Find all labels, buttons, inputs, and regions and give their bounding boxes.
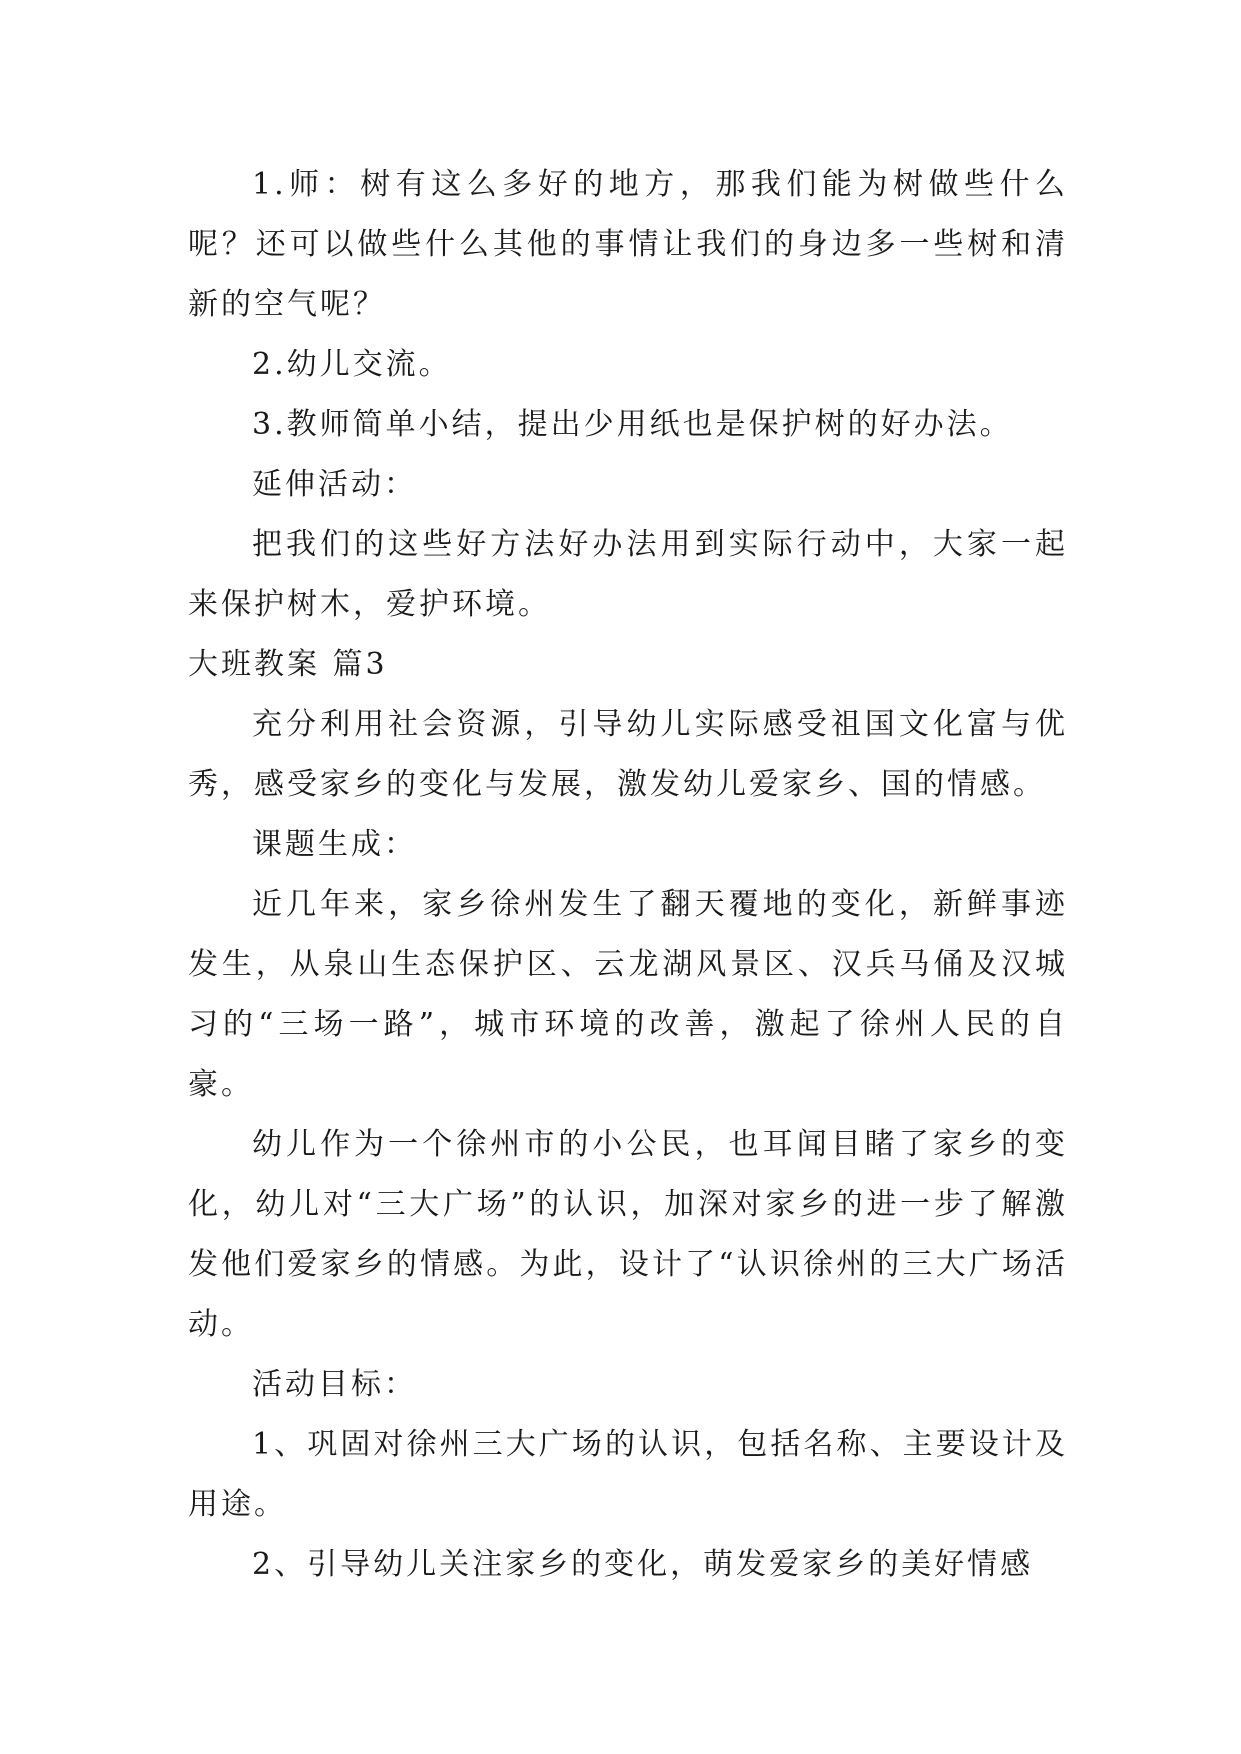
paragraph-children-awareness: 幼儿作为一个徐州市的小公民，也耳闻目睹了家乡的变化，幼儿对“三大广场”的认识，加深对家乡的进一步了解激发他们爱家乡的情感。为此，设计了“认识徐州的三大广场活动。 <box>188 1127 1068 1342</box>
paragraph-teacher-summary: 3.教师简单小结，提出少用纸也是保护树的好办法。 <box>252 407 1013 442</box>
paragraph-intro: 充分利用社会资源，引导幼儿实际感受祖国文化富与优秀，感受家乡的变化与发展，激发幼儿爱家乡、国的情感。 <box>188 707 1068 802</box>
paragraph-extension-label: 延伸活动： <box>252 467 417 502</box>
paragraph-topic-label: 课题生成： <box>252 827 417 862</box>
paragraph-goals-label: 活动目标： <box>252 1367 417 1402</box>
document-body <box>188 155 1068 1595</box>
paragraph-extension-text: 把我们的这些好方法好办法用到实际行动中，大家一起来保护树木，爱护环境。 <box>188 527 1068 622</box>
paragraph-children-discuss: 2.幼儿交流。 <box>252 347 452 382</box>
paragraph-teacher-question: 1.师：树有这么多好的地方，那我们能为树做些什么呢？还可以做些什么其他的事情让我们的身边多一些树和清新的空气呢？ <box>188 167 1068 322</box>
paragraph-topic-text: 近几年来，家乡徐州发生了翻天覆地的变化，新鲜事迹发生，从泉山生态保护区、云龙湖风景区、汉兵马俑及汉城习的“三场一路”，城市环境的改善，激起了徐州人民的自豪。 <box>188 887 1068 1102</box>
paragraph-goal-2: 2、引导幼儿关注家乡的变化，萌发爱家乡的美好情感 <box>252 1547 1034 1582</box>
paragraph-goal-1: 1、巩固对徐州三大广场的认识，包括名称、主要设计及用途。 <box>188 1427 1068 1522</box>
section-heading: 大班教案 篇3 <box>188 647 388 682</box>
